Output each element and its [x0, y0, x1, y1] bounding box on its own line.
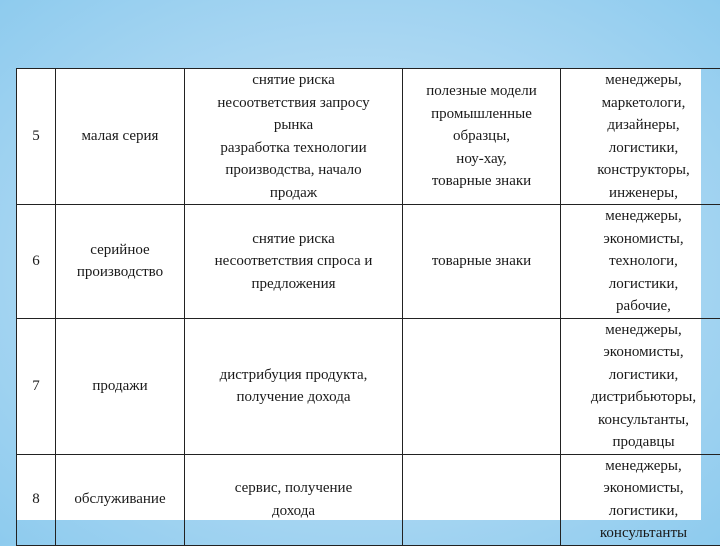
- staff-line: рабочие,: [563, 295, 720, 318]
- ip-line: образцы,: [405, 125, 558, 148]
- goal-line: предложения: [187, 273, 400, 296]
- stage-number-cell: [17, 69, 56, 205]
- goal-line: несоответствия запросу: [187, 92, 400, 115]
- goal-line: сервис, получение: [187, 477, 400, 500]
- ip-cell: [403, 69, 561, 205]
- stages-table: [16, 68, 720, 546]
- staff-line: конструкторы,: [563, 159, 720, 182]
- staff-cell: [561, 318, 720, 454]
- staff-line: менеджеры,: [563, 319, 720, 342]
- goal-line: производства, начало: [187, 159, 400, 182]
- staff-cell: [561, 69, 720, 205]
- staff-cell: [561, 454, 720, 545]
- stage-number-cell: [17, 205, 56, 319]
- stage-number: 8: [19, 488, 53, 511]
- goal-line: разработка технологии: [187, 137, 400, 160]
- goal-line: несоответствия спроса и: [187, 250, 400, 273]
- ip-line: товарные знаки: [405, 170, 558, 193]
- staff-line: консультанты: [563, 522, 720, 545]
- goal-line: продаж: [187, 182, 400, 205]
- stage-number: 7: [19, 375, 53, 398]
- staff-line: логистики,: [563, 364, 720, 387]
- ip-line: ноу-хау,: [405, 148, 558, 171]
- staff-line: логистики,: [563, 137, 720, 160]
- goal-cell: [185, 69, 403, 205]
- stage-name-cell: [56, 205, 185, 319]
- stage-name-line: обслуживание: [58, 488, 182, 511]
- staff-line: менеджеры,: [563, 69, 720, 92]
- stage-name-line: производство: [58, 261, 182, 284]
- table-row: [17, 318, 720, 454]
- ip-cell-empty: [403, 318, 561, 454]
- goal-line: снятие риска: [187, 69, 400, 92]
- slide: [16, 68, 701, 520]
- stage-number-cell: [17, 318, 56, 454]
- goal-line: рынка: [187, 114, 400, 137]
- table-row: [17, 69, 720, 205]
- staff-line: технологи,: [563, 250, 720, 273]
- ip-line: промышленные: [405, 103, 558, 126]
- stage-name-cell: [56, 454, 185, 545]
- staff-line: дистрибьюторы,: [563, 386, 720, 409]
- staff-cell: [561, 205, 720, 319]
- staff-line: логистики,: [563, 500, 720, 523]
- ip-cell: [403, 205, 561, 319]
- goal-line: получение дохода: [187, 386, 400, 409]
- stage-name-line: продажи: [58, 375, 182, 398]
- goal-line: дохода: [187, 500, 400, 523]
- stage-name-cell: [56, 318, 185, 454]
- staff-line: экономисты,: [563, 341, 720, 364]
- stage-number: 5: [19, 125, 53, 148]
- goal-cell: [185, 454, 403, 545]
- goal-line: снятие риска: [187, 228, 400, 251]
- table-row: [17, 454, 720, 545]
- staff-line: экономисты,: [563, 228, 720, 251]
- staff-line: дизайнеры,: [563, 114, 720, 137]
- goal-cell: [185, 205, 403, 319]
- table-row: [17, 205, 720, 319]
- staff-line: продавцы: [563, 431, 720, 454]
- stage-number-cell: [17, 454, 56, 545]
- staff-line: инженеры,: [563, 182, 720, 205]
- ip-line: товарные знаки: [405, 250, 558, 273]
- staff-line: консультанты,: [563, 409, 720, 432]
- stage-name-cell: [56, 69, 185, 205]
- staff-line: логистики,: [563, 273, 720, 296]
- staff-line: экономисты,: [563, 477, 720, 500]
- ip-line: полезные модели: [405, 80, 558, 103]
- staff-line: менеджеры,: [563, 455, 720, 478]
- staff-line: менеджеры,: [563, 205, 720, 228]
- goal-line: дистрибуция продукта,: [187, 364, 400, 387]
- ip-cell-empty: [403, 454, 561, 545]
- stage-name-line: серийное: [58, 239, 182, 262]
- goal-cell: [185, 318, 403, 454]
- staff-line: маркетологи,: [563, 92, 720, 115]
- stage-name-line: малая серия: [58, 125, 182, 148]
- stage-number: 6: [19, 250, 53, 273]
